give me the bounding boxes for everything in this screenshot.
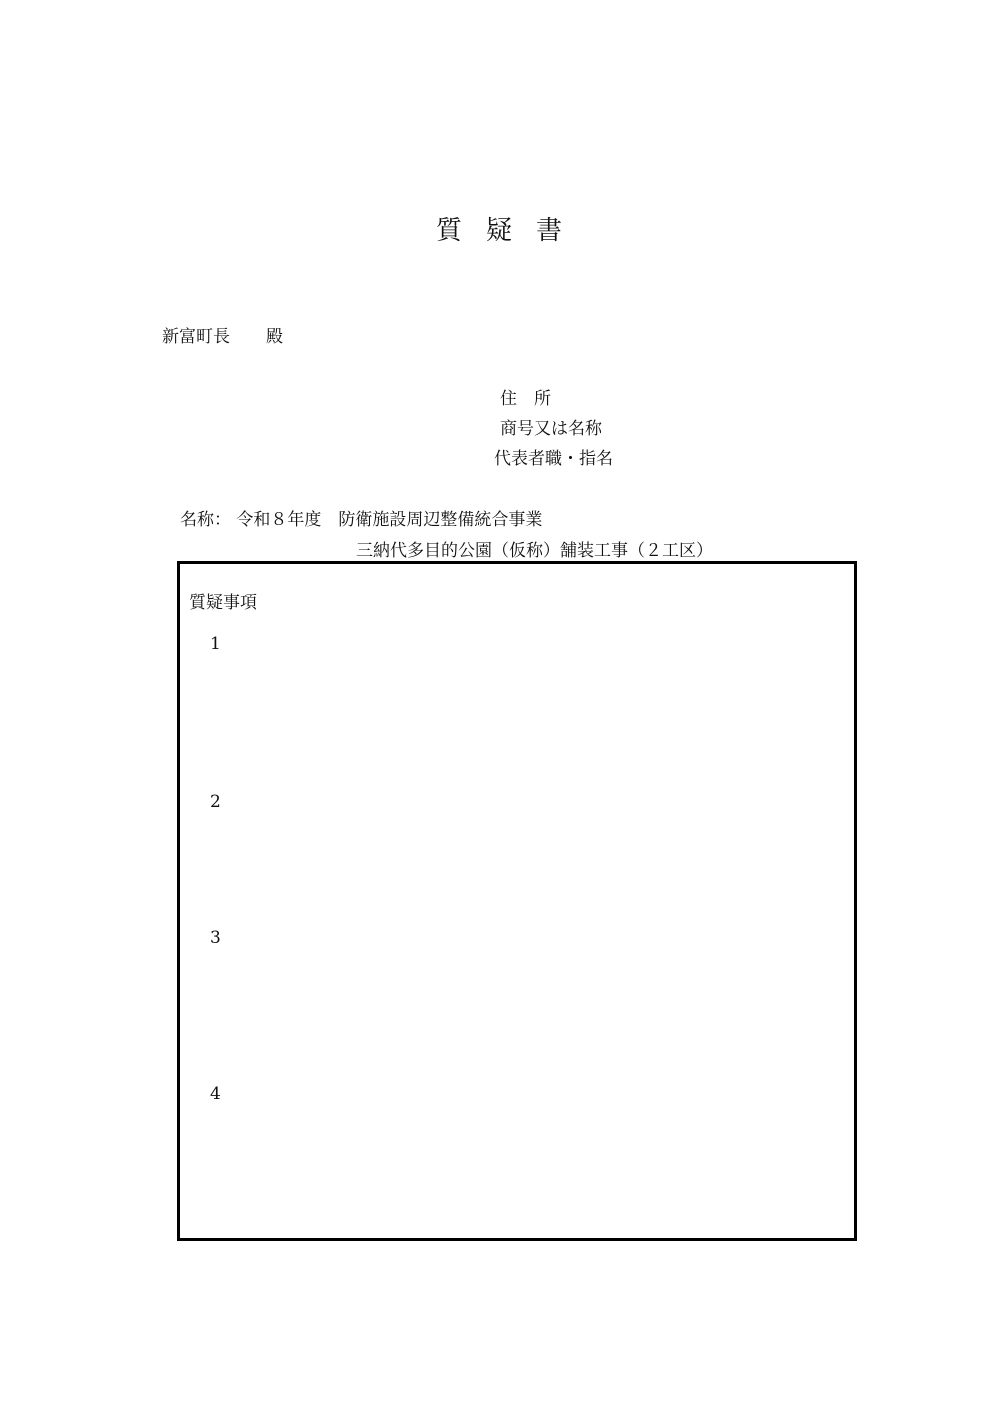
company-name-label: 商号又は名称 [500,419,602,439]
title-char: 疑 [485,216,514,246]
question-number: 2 [210,792,221,812]
addressee-name: 新富町長 [162,327,230,347]
document-title [0,210,1000,247]
addressee-honorific: 殿 [266,327,283,347]
questions-box [177,561,857,1241]
addressee [162,322,283,347]
title-char: 質 [435,216,464,246]
project-name-line-1: 名称： 令和８年度 防衛施設周辺整備統合事業 [180,510,543,530]
question-number: 3 [210,928,221,948]
questions-heading: 質疑事項 [189,593,257,613]
title-char: 書 [536,216,565,246]
address-label: 住 所 [500,389,551,409]
representative-label: 代表者職・指名 [494,449,613,469]
question-number: 1 [210,634,221,654]
question-number: 4 [210,1084,221,1104]
project-name-line-2: 三納代多目的公園（仮称）舗装工事（２工区） [356,541,713,561]
